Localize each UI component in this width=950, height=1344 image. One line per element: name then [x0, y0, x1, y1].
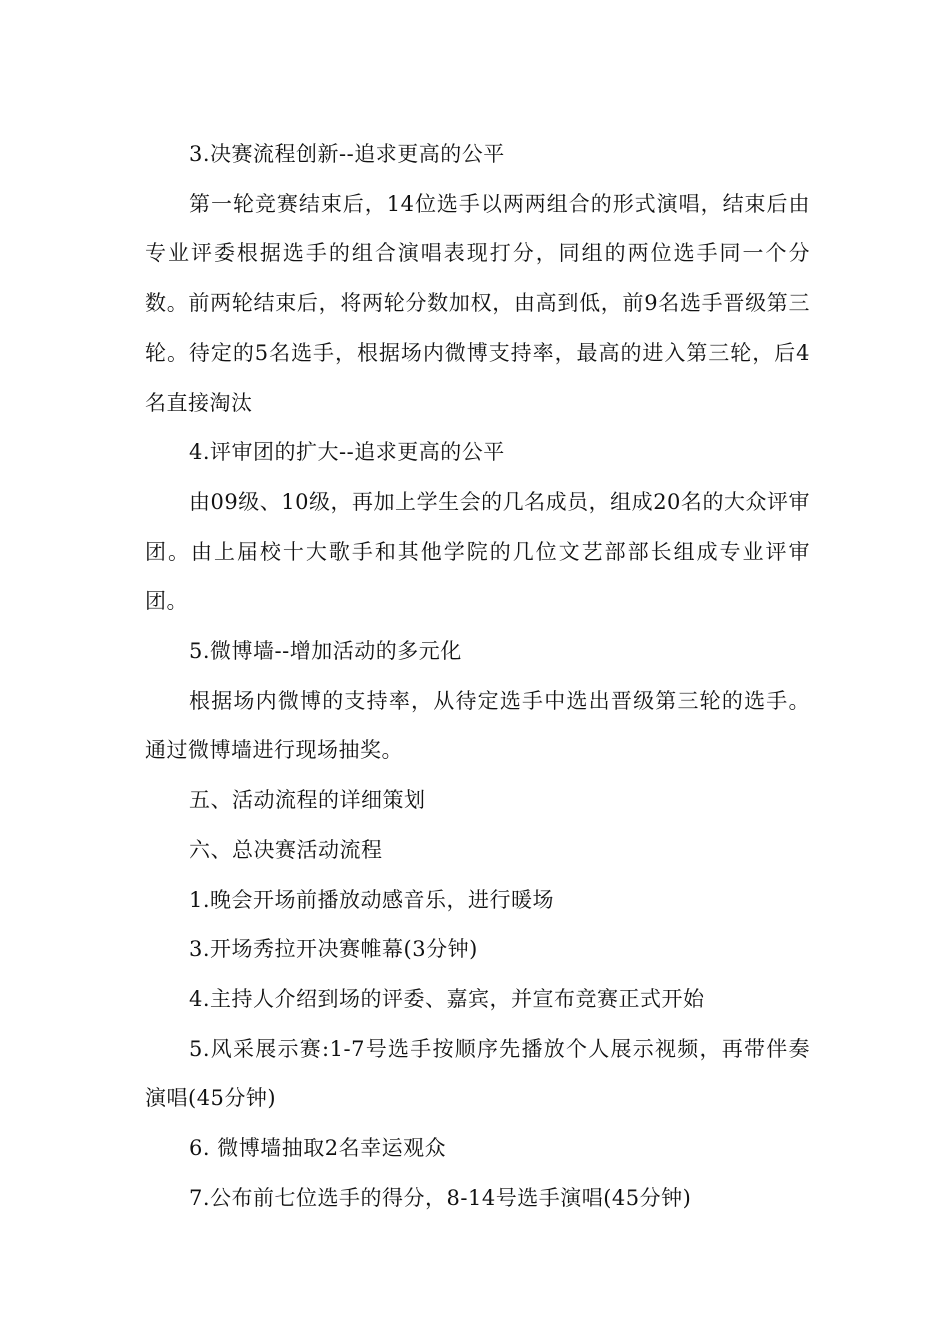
document-body: [145, 130, 810, 1223]
list-item-5: 5.风采展示赛:1-7号选手按顺序先播放个人展示视频，再带伴奏演唱(45分钟): [145, 1036, 810, 1111]
list-item-4: 4.主持人介绍到场的评委、嘉宾，并宣布竞赛正式开始: [189, 986, 705, 1011]
section-heading-final-flow: 六、总决赛活动流程: [189, 837, 383, 862]
list-item-6: 6. 微博墙抽取2名幸运观众: [189, 1136, 447, 1161]
section-heading-final-process: 3.决赛流程创新--追求更高的公平: [189, 142, 505, 166]
list-item-1: 1.晚会开场前播放动感音乐，进行暖场: [189, 887, 555, 912]
list-item-3: 3.开场秀拉开决赛帷幕(3分钟): [189, 937, 478, 962]
paragraph-weibo: 根据场内微博的支持率，从待定选手中选出晋级第三轮的选手。通过微博墙进行现场抽奖。: [145, 688, 810, 763]
paragraph-first-round: 第一轮竞赛结束后，14位选手以两两组合的形式演唱，结束后由专业评委根据选手的组合演唱表现打分，同组的两位选手同一个分数。前两轮结束后，将两轮分数加权，由高到低，前9名选手晋级第三轮。待定的5名选手，根据场内微博支持率，最高的进入第三轮，后4名直接淘汰: [145, 191, 810, 415]
section-heading-weibo-wall: 5.微博墙--增加活动的多元化: [189, 639, 462, 664]
section-heading-jury-expansion: 4.评审团的扩大--追求更高的公平: [189, 440, 505, 465]
section-heading-detailed-plan: 五、活动流程的详细策划: [189, 788, 426, 813]
list-item-7: 7.公布前七位选手的得分，8-14号选手演唱(45分钟): [189, 1185, 692, 1210]
paragraph-jury: 由09级、10级，再加上学生会的几名成员，组成20名的大众评审团。由上届校十大歌手和其他学院的几位文艺部部长组成专业评审团。: [145, 489, 810, 614]
